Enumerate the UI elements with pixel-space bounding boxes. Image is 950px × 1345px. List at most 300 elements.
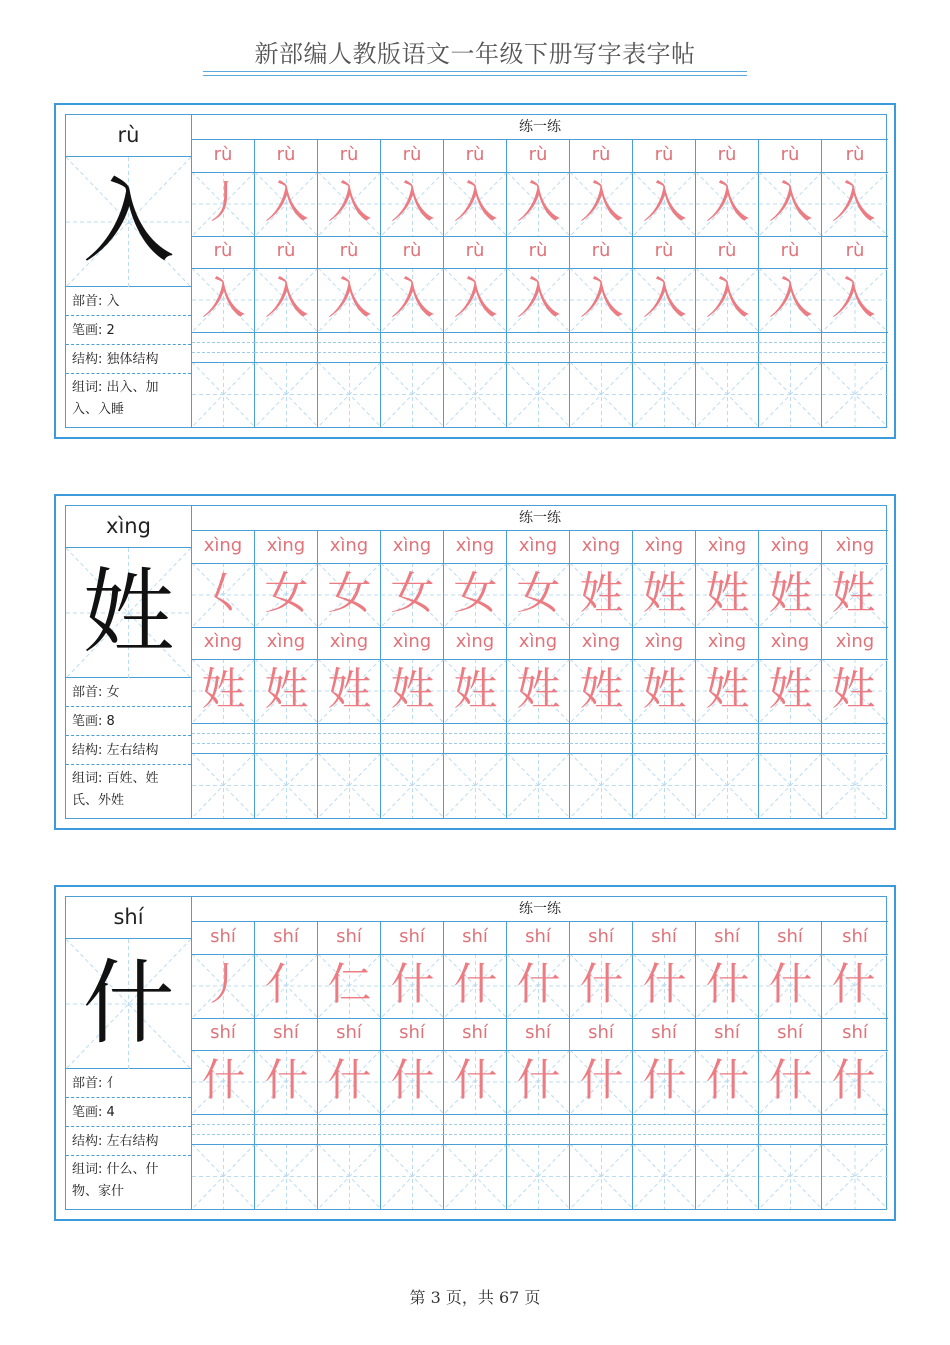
pinyin-cell: shí: [318, 922, 381, 954]
main-pinyin: rù: [66, 115, 191, 157]
row-divider: [192, 332, 888, 333]
blank-practice-cell[interactable]: [696, 362, 759, 427]
trace-cell[interactable]: [507, 268, 570, 332]
pinyin-cell: rù: [318, 140, 381, 172]
blank-practice-cell[interactable]: [822, 753, 888, 818]
trace-cell[interactable]: [570, 268, 633, 332]
blank-practice-cell[interactable]: [381, 1144, 444, 1209]
pinyin-cell: [633, 723, 696, 753]
tian-grid: [822, 753, 888, 818]
pinyin-cell: [192, 1114, 255, 1144]
trace-cell[interactable]: [192, 172, 255, 236]
blank-practice-cell[interactable]: [759, 1144, 822, 1209]
trace-cell[interactable]: [822, 954, 888, 1018]
trace-character: 入: [390, 273, 435, 324]
row-divider: [192, 753, 888, 754]
pinyin-cell: xìng: [759, 627, 822, 659]
words-info: [66, 1159, 191, 1209]
trace-cell[interactable]: [759, 268, 822, 332]
tian-grid: [570, 1144, 633, 1209]
trace-cell[interactable]: [570, 659, 633, 723]
title-rule-bottom: [203, 75, 747, 76]
pinyin-cell: rù: [696, 140, 759, 172]
trace-character: 入: [201, 273, 246, 324]
pinyin-cell: shí: [759, 1018, 822, 1050]
tian-grid: [255, 753, 318, 818]
pinyin-cell: [570, 332, 633, 362]
trace-cell[interactable]: [507, 1050, 570, 1114]
pinyin-cell: rù: [570, 236, 633, 268]
info-column: [66, 115, 192, 427]
pinyin-cell: [381, 723, 444, 753]
main-char-box: [66, 548, 191, 678]
pinyin-cell: xìng: [255, 627, 318, 659]
trace-cell[interactable]: [192, 1050, 255, 1114]
card-inner: [65, 114, 887, 428]
trace-character: 入: [453, 273, 498, 324]
trace-cell[interactable]: [822, 563, 888, 627]
tian-grid: [696, 753, 759, 818]
radical-info: [66, 1069, 191, 1098]
trace-character: 什: [516, 959, 561, 1010]
trace-character: 入: [327, 177, 372, 228]
pinyin-cell: [633, 1114, 696, 1144]
pinyin-cell: [444, 332, 507, 362]
trace-character: 入: [705, 177, 750, 228]
trace-cell[interactable]: [696, 172, 759, 236]
trace-cell[interactable]: [822, 659, 888, 723]
trace-cell[interactable]: [507, 563, 570, 627]
trace-character: 什: [579, 1055, 624, 1106]
trace-cell[interactable]: [318, 954, 381, 1018]
trace-character: 什: [327, 1055, 372, 1106]
words-line-2: 物、家什: [72, 1184, 125, 1199]
trace-cell[interactable]: [822, 1050, 888, 1114]
trace-cell[interactable]: [381, 1050, 444, 1114]
trace-cell[interactable]: [444, 268, 507, 332]
trace-cell[interactable]: [444, 659, 507, 723]
trace-character: 什: [831, 1055, 876, 1106]
pinyin-cell: xìng: [570, 627, 633, 659]
tian-grid: [381, 753, 444, 818]
trace-cell[interactable]: [696, 563, 759, 627]
pinyin-cell: rù: [192, 236, 255, 268]
pinyin-cell: rù: [381, 236, 444, 268]
trace-character: 姓: [516, 664, 561, 715]
trace-cell[interactable]: [696, 1050, 759, 1114]
trace-cell[interactable]: [318, 1050, 381, 1114]
trace-character: 姓: [579, 664, 624, 715]
pinyin-cell: rù: [318, 236, 381, 268]
pinyin-cell: rù: [255, 140, 318, 172]
blank-practice-cell[interactable]: [192, 753, 255, 818]
pinyin-cell: shí: [318, 1018, 381, 1050]
pinyin-cell: [192, 332, 255, 362]
pinyin-cell: shí: [381, 1018, 444, 1050]
blank-practice-cell[interactable]: [696, 1144, 759, 1209]
trace-character: 仁: [327, 959, 372, 1010]
pinyin-cell: xìng: [255, 531, 318, 563]
trace-cell[interactable]: [570, 563, 633, 627]
radical-value: 入: [106, 294, 120, 309]
pinyin-cell: [570, 723, 633, 753]
trace-cell[interactable]: [318, 172, 381, 236]
pinyin-cell: [507, 1114, 570, 1144]
blank-practice-cell[interactable]: [444, 1144, 507, 1209]
strokes-info: [66, 316, 191, 345]
main-character: 什: [82, 950, 175, 1057]
radical-label: 部首:: [72, 1076, 107, 1091]
pinyin-cell: xìng: [759, 531, 822, 563]
tian-grid: [381, 362, 444, 427]
title-rule-top: [203, 71, 747, 72]
trace-character: 入: [831, 177, 876, 228]
tian-grid: [507, 753, 570, 818]
trace-character: 女: [327, 568, 372, 619]
trace-cell[interactable]: [696, 268, 759, 332]
trace-character: 姓: [264, 664, 309, 715]
tian-grid: [822, 362, 888, 427]
blank-practice-cell[interactable]: [507, 1144, 570, 1209]
words-info: [66, 768, 191, 818]
tian-grid: [444, 753, 507, 818]
trace-character: 入: [264, 273, 309, 324]
structure-info: [66, 345, 191, 374]
tian-grid: [759, 362, 822, 427]
trace-cell[interactable]: [318, 659, 381, 723]
trace-cell[interactable]: [633, 1050, 696, 1114]
practice-area: [192, 115, 888, 427]
trace-character: 入: [453, 177, 498, 228]
trace-character: 什: [201, 1055, 246, 1106]
row-divider: [192, 362, 888, 363]
blank-practice-cell[interactable]: [633, 753, 696, 818]
pinyin-cell: rù: [381, 140, 444, 172]
tian-grid: [570, 753, 633, 818]
trace-character: 姓: [768, 568, 813, 619]
pinyin-cell: xìng: [381, 627, 444, 659]
trace-character: 入: [768, 177, 813, 228]
trace-cell[interactable]: [444, 172, 507, 236]
card-inner: [65, 896, 887, 1210]
pinyin-cell: [633, 332, 696, 362]
trace-cell[interactable]: [759, 172, 822, 236]
pinyin-cell: [255, 1114, 318, 1144]
pinyin-cell: [759, 332, 822, 362]
trace-cell[interactable]: [633, 268, 696, 332]
strokes-value: 2: [106, 323, 115, 338]
pinyin-cell: xìng: [381, 531, 444, 563]
pinyin-cell: shí: [633, 1018, 696, 1050]
trace-character: 什: [390, 959, 435, 1010]
pinyin-cell: xìng: [444, 531, 507, 563]
trace-cell[interactable]: [444, 563, 507, 627]
trace-character: 姓: [327, 664, 372, 715]
pinyin-cell: [696, 723, 759, 753]
pinyin-cell: shí: [759, 922, 822, 954]
trace-cell[interactable]: [255, 1050, 318, 1114]
radical-label: 部首:: [72, 685, 107, 700]
blank-practice-cell[interactable]: [192, 1144, 255, 1209]
pinyin-cell: [444, 723, 507, 753]
trace-cell[interactable]: [633, 172, 696, 236]
pinyin-cell: [696, 332, 759, 362]
trace-character: 姓: [705, 664, 750, 715]
trace-cell[interactable]: [255, 954, 318, 1018]
trace-cell[interactable]: [255, 563, 318, 627]
tian-grid: [633, 362, 696, 427]
trace-cell[interactable]: [759, 563, 822, 627]
trace-cell[interactable]: [318, 563, 381, 627]
trace-character: 入: [516, 273, 561, 324]
trace-character: 姓: [642, 664, 687, 715]
info-column: [66, 897, 192, 1209]
trace-character: 入: [516, 177, 561, 228]
trace-cell[interactable]: [822, 268, 888, 332]
blank-practice-cell[interactable]: [255, 1144, 318, 1209]
trace-cell[interactable]: [381, 563, 444, 627]
trace-character: 什: [831, 959, 876, 1010]
tian-grid: [507, 362, 570, 427]
trace-cell[interactable]: [444, 954, 507, 1018]
structure-value: 左右结构: [106, 743, 159, 758]
trace-character: 什: [390, 1055, 435, 1106]
tian-grid: [192, 362, 255, 427]
trace-cell[interactable]: [255, 659, 318, 723]
pinyin-cell: shí: [255, 1018, 318, 1050]
strokes-label: 笔画:: [72, 323, 107, 338]
trace-cell[interactable]: [255, 268, 318, 332]
structure-info: [66, 736, 191, 765]
pinyin-cell: xìng: [633, 627, 696, 659]
blank-practice-cell[interactable]: [318, 362, 381, 427]
pinyin-cell: [759, 723, 822, 753]
trace-character: 什: [768, 959, 813, 1010]
pinyin-cell: [444, 1114, 507, 1144]
trace-cell[interactable]: [507, 172, 570, 236]
trace-character: 什: [768, 1055, 813, 1106]
pinyin-cell: [822, 1114, 888, 1144]
tian-grid: [192, 753, 255, 818]
structure-value: 左右结构: [106, 1134, 159, 1149]
trace-cell[interactable]: [570, 1050, 633, 1114]
pinyin-cell: xìng: [633, 531, 696, 563]
blank-practice-cell[interactable]: [759, 362, 822, 427]
blank-practice-cell[interactable]: [633, 1144, 696, 1209]
pinyin-cell: xìng: [192, 627, 255, 659]
trace-character: 什: [453, 1055, 498, 1106]
trace-cell[interactable]: [507, 659, 570, 723]
main-pinyin: xìng: [66, 506, 191, 548]
blank-practice-cell[interactable]: [822, 1144, 888, 1209]
strokes-value: 4: [106, 1105, 115, 1120]
tian-grid: [696, 1144, 759, 1209]
practice-area: [192, 506, 888, 818]
radical-info: [66, 678, 191, 707]
blank-practice-cell[interactable]: [318, 753, 381, 818]
pinyin-cell: shí: [842, 1022, 868, 1043]
blank-practice-cell[interactable]: [444, 753, 507, 818]
pinyin-cell: xìng: [318, 531, 381, 563]
blank-practice-cell[interactable]: [633, 362, 696, 427]
blank-practice-cell[interactable]: [381, 362, 444, 427]
pinyin-cell: rù: [444, 140, 507, 172]
trace-cell[interactable]: [633, 659, 696, 723]
pinyin-cell: rù: [507, 140, 570, 172]
trace-character: 姓: [579, 568, 624, 619]
pinyin-cell: [255, 332, 318, 362]
pinyin-cell: xìng: [835, 631, 875, 652]
pinyin-cell: xìng: [696, 531, 759, 563]
blank-practice-cell[interactable]: [696, 753, 759, 818]
main-character: 入: [82, 168, 175, 275]
radical-info: [66, 287, 191, 316]
trace-cell[interactable]: [381, 659, 444, 723]
pinyin-cell: rù: [759, 236, 822, 268]
pinyin-cell: shí: [192, 922, 255, 954]
words-label: 组词:: [72, 380, 107, 395]
trace-cell[interactable]: [444, 1050, 507, 1114]
trace-cell[interactable]: [759, 954, 822, 1018]
tian-grid: [255, 1144, 318, 1209]
trace-character: 女: [516, 568, 561, 619]
trace-cell[interactable]: [192, 954, 255, 1018]
pinyin-cell: rù: [845, 240, 865, 261]
tian-grid: [444, 1144, 507, 1209]
trace-character: 亻: [264, 959, 309, 1010]
page-footer: 第 3 页，共 67 页: [409, 1288, 541, 1307]
pinyin-cell: shí: [570, 1018, 633, 1050]
trace-character: 什: [705, 959, 750, 1010]
trace-cell[interactable]: [570, 954, 633, 1018]
row-divider: [192, 268, 888, 269]
tian-grid: [318, 1144, 381, 1209]
practice-heading: 练一练: [192, 506, 888, 531]
trace-character: 姓: [831, 568, 876, 619]
pinyin-cell: rù: [192, 140, 255, 172]
radical-label: 部首:: [72, 294, 107, 309]
trace-cell[interactable]: [570, 172, 633, 236]
structure-label: 结构:: [72, 743, 107, 758]
tian-grid: [633, 753, 696, 818]
pinyin-cell: [381, 1114, 444, 1144]
blank-practice-cell[interactable]: [759, 753, 822, 818]
trace-character: 姓: [831, 664, 876, 715]
row-divider: [192, 172, 888, 173]
trace-cell[interactable]: [822, 172, 888, 236]
trace-character: 𡿨: [201, 568, 246, 619]
strokes-info: [66, 1098, 191, 1127]
blank-practice-cell[interactable]: [192, 362, 255, 427]
pinyin-cell: [759, 1114, 822, 1144]
row-divider: [192, 659, 888, 660]
blank-practice-cell[interactable]: [507, 362, 570, 427]
trace-character: 女: [390, 568, 435, 619]
strokes-label: 笔画:: [72, 1105, 107, 1120]
row-divider: [192, 1144, 888, 1145]
trace-cell[interactable]: [192, 563, 255, 627]
trace-cell[interactable]: [192, 268, 255, 332]
trace-cell[interactable]: [696, 954, 759, 1018]
pinyin-cell: [822, 723, 888, 753]
tian-grid: [633, 1144, 696, 1209]
document-title: 新部编人教版语文一年级下册写字表字帖: [254, 40, 696, 68]
practice-area: [192, 897, 888, 1209]
blank-practice-cell[interactable]: [570, 362, 633, 427]
tian-grid: [759, 753, 822, 818]
blank-practice-cell[interactable]: [570, 1144, 633, 1209]
practice-heading: 练一练: [192, 897, 888, 922]
trace-cell[interactable]: [696, 659, 759, 723]
trace-character: 丿: [201, 959, 246, 1010]
trace-cell[interactable]: [381, 954, 444, 1018]
pinyin-cell: [318, 723, 381, 753]
trace-cell[interactable]: [633, 954, 696, 1018]
words-label: 组词:: [72, 771, 107, 786]
trace-character: 姓: [642, 568, 687, 619]
radical-value: 女: [106, 685, 120, 700]
trace-character: 姓: [201, 664, 246, 715]
character-card: [54, 494, 896, 830]
trace-character: 什: [579, 959, 624, 1010]
blank-practice-cell[interactable]: [822, 362, 888, 427]
pinyin-cell: xìng: [835, 535, 875, 556]
blank-practice-cell[interactable]: [381, 753, 444, 818]
pinyin-cell: [507, 723, 570, 753]
pinyin-cell: [696, 1114, 759, 1144]
character-card: [54, 885, 896, 1221]
words-line-2: 氏、外姓: [72, 793, 125, 808]
pinyin-cell: shí: [842, 926, 868, 947]
pinyin-cell: shí: [507, 922, 570, 954]
trace-cell[interactable]: [759, 659, 822, 723]
trace-cell[interactable]: [381, 172, 444, 236]
structure-label: 结构:: [72, 352, 107, 367]
main-character: 姓: [82, 559, 175, 666]
blank-practice-cell[interactable]: [318, 1144, 381, 1209]
pinyin-cell: rù: [570, 140, 633, 172]
trace-cell[interactable]: [255, 172, 318, 236]
trace-cell[interactable]: [507, 954, 570, 1018]
pinyin-cell: xìng: [192, 531, 255, 563]
row-divider: [192, 1050, 888, 1051]
blank-practice-cell[interactable]: [444, 362, 507, 427]
words-info: [66, 377, 191, 427]
trace-cell[interactable]: [318, 268, 381, 332]
tian-grid: [255, 362, 318, 427]
words-line-1: 百姓、姓: [106, 771, 159, 786]
trace-character: 入: [705, 273, 750, 324]
blank-practice-cell[interactable]: [570, 753, 633, 818]
blank-practice-cell[interactable]: [255, 362, 318, 427]
trace-cell[interactable]: [759, 1050, 822, 1114]
pinyin-cell: shí: [507, 1018, 570, 1050]
trace-cell[interactable]: [633, 563, 696, 627]
character-card: [54, 103, 896, 439]
trace-character: 姓: [390, 664, 435, 715]
trace-cell[interactable]: [192, 659, 255, 723]
pinyin-cell: [255, 723, 318, 753]
trace-character: 什: [642, 959, 687, 1010]
pinyin-cell: shí: [696, 922, 759, 954]
trace-cell[interactable]: [381, 268, 444, 332]
trace-character: 女: [264, 568, 309, 619]
tian-grid: [759, 1144, 822, 1209]
blank-practice-cell[interactable]: [255, 753, 318, 818]
trace-character: 姓: [705, 568, 750, 619]
blank-practice-cell[interactable]: [507, 753, 570, 818]
tian-grid: [318, 753, 381, 818]
